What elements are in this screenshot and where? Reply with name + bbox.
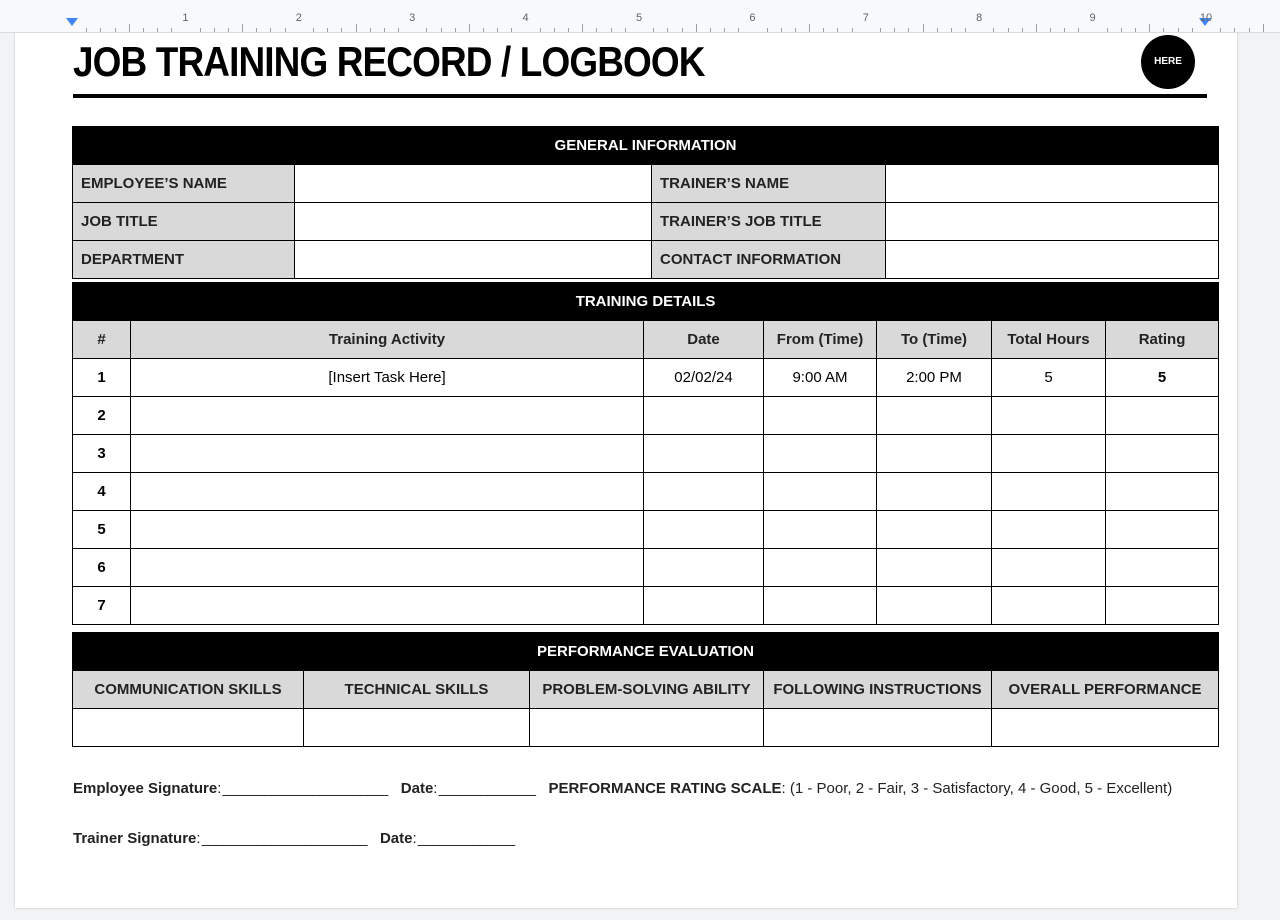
ruler-tick (370, 28, 371, 32)
field-input[interactable] (886, 241, 1219, 279)
column-header: OVERALL PERFORMANCE (992, 671, 1219, 709)
ruler-tick (483, 28, 484, 32)
table-cell[interactable] (1106, 397, 1219, 435)
ruler-tick (781, 28, 782, 32)
ruler-tick (171, 28, 172, 32)
divider (73, 94, 1207, 98)
table-cell[interactable] (644, 473, 764, 511)
table-cell[interactable] (1106, 435, 1219, 473)
ruler-tick (313, 28, 314, 32)
ruler-tick (341, 28, 342, 32)
employee-signature-line[interactable]: Employee Signature: ________________________ (73, 780, 387, 797)
page-title: JOB TRAINING RECORD / LOGBOOK (73, 38, 705, 85)
table-cell[interactable] (877, 587, 992, 625)
ruler-tick (1234, 28, 1235, 32)
ruler-tick (455, 28, 456, 32)
table-cell[interactable] (131, 397, 644, 435)
info-row (73, 165, 1219, 203)
table-cell[interactable] (992, 587, 1106, 625)
table-row (73, 397, 1219, 435)
ruler-tick (993, 28, 994, 32)
field-input[interactable] (886, 203, 1219, 241)
column-header: Date (644, 321, 764, 359)
ruler-tick (157, 28, 158, 32)
row-number: 5 (73, 511, 131, 549)
table-row (73, 473, 1219, 511)
ruler-tick (1220, 28, 1221, 32)
field-label: TRAINER’S JOB TITLE (652, 203, 886, 241)
ruler-tick (767, 28, 768, 32)
table-cell[interactable] (764, 473, 877, 511)
row-number: 2 (73, 397, 131, 435)
training-details-table (72, 282, 1219, 625)
table-cell[interactable] (877, 473, 992, 511)
table-cell[interactable]: 5 (992, 359, 1106, 397)
field-label: CONTACT INFORMATION (652, 241, 886, 279)
ruler-tick (115, 28, 116, 32)
ruler-tick (710, 28, 711, 32)
ruler-number: 8 (976, 12, 983, 24)
table-cell[interactable] (644, 549, 764, 587)
ruler-tick (469, 24, 470, 32)
table-cell[interactable]: [Insert Task Here] (131, 359, 644, 397)
column-header: FOLLOWING INSTRUCTIONS (764, 671, 992, 709)
table-cell[interactable]: 5 (1106, 359, 1219, 397)
ruler-tick (143, 28, 144, 32)
ruler-number: 5 (635, 12, 643, 24)
ruler-tick (214, 28, 215, 32)
column-header: Training Activity (131, 321, 644, 359)
table-cell[interactable] (131, 435, 644, 473)
performance-evaluation-table (72, 632, 1219, 747)
table-row (73, 359, 1219, 397)
ruler-tick (667, 28, 668, 32)
table-row (73, 549, 1219, 587)
evaluation-cell[interactable] (304, 709, 530, 747)
ruler-tick (100, 28, 101, 32)
column-header: Rating (1106, 321, 1219, 359)
ruler-number: 9 (1089, 12, 1096, 24)
ruler-tick (625, 28, 626, 32)
row-number: 3 (73, 435, 131, 473)
ruler-tick (682, 28, 683, 32)
table-cell[interactable] (644, 397, 764, 435)
row-number: 6 (73, 549, 131, 587)
column-header: From (Time) (764, 321, 877, 359)
ruler-number: 7 (862, 12, 869, 24)
ruler-tick (356, 24, 357, 32)
section-header: TRAINING DETAILS (73, 283, 1219, 321)
table-cell[interactable]: 2:00 PM (877, 359, 992, 397)
column-header: # (73, 321, 131, 359)
ruler-tick (1036, 24, 1037, 32)
ruler-number: 4 (522, 12, 529, 24)
ruler-tick (1022, 28, 1023, 32)
table-cell[interactable] (764, 549, 877, 587)
table-cell[interactable] (877, 435, 992, 473)
ruler-tick (285, 28, 286, 32)
trainer-date-line[interactable]: Date: ______________ (379, 830, 514, 847)
table-cell[interactable] (644, 587, 764, 625)
row-number: 4 (73, 473, 131, 511)
ruler-tick (1107, 28, 1108, 32)
ruler-tick (1149, 24, 1150, 32)
ruler-tick (497, 28, 498, 32)
trainer-signature-line[interactable]: Trainer Signature: ________________________ (73, 830, 366, 847)
field-label: DEPARTMENT (73, 241, 295, 279)
table-cell[interactable] (877, 549, 992, 587)
ruler-tick (738, 28, 739, 32)
table-cell[interactable] (764, 397, 877, 435)
ruler-tick (1078, 28, 1079, 32)
evaluation-cell[interactable] (992, 709, 1219, 747)
ruler-tick (894, 28, 895, 32)
ruler-tick (242, 24, 243, 32)
ruler-tick (554, 28, 555, 32)
ruler-tick (923, 24, 924, 32)
table-cell[interactable] (131, 511, 644, 549)
table-cell[interactable] (992, 511, 1106, 549)
ruler-tick (596, 28, 597, 32)
ruler-tick (1121, 28, 1122, 32)
ruler-tick (1249, 28, 1250, 32)
ruler-number: 2 (295, 12, 302, 24)
table-cell[interactable] (764, 511, 877, 549)
ruler-tick (540, 28, 541, 32)
logo-placeholder: HERE (1141, 35, 1195, 89)
ruler-tick (837, 28, 838, 32)
table-row (73, 511, 1219, 549)
ruler-tick (795, 28, 796, 32)
table-cell[interactable] (1106, 473, 1219, 511)
ruler-tick (937, 28, 938, 32)
document-page (15, 0, 1237, 908)
ruler-tick (511, 28, 512, 32)
table-cell[interactable] (131, 473, 644, 511)
ruler-number: 6 (749, 12, 756, 24)
table-cell[interactable] (992, 435, 1106, 473)
ruler-tick (1178, 28, 1179, 32)
table-cell[interactable] (644, 511, 764, 549)
table-cell[interactable] (1106, 587, 1219, 625)
info-row (73, 203, 1219, 241)
ruler-tick (823, 28, 824, 32)
ruler[interactable] (0, 0, 1280, 33)
table-cell[interactable]: 9:00 AM (764, 359, 877, 397)
table-cell[interactable]: 02/02/24 (644, 359, 764, 397)
ruler-tick (228, 28, 229, 32)
ruler-tick (653, 28, 654, 32)
table-row (73, 587, 1219, 625)
field-label: TRAINER’S NAME (652, 165, 886, 203)
table-cell[interactable] (1106, 549, 1219, 587)
evaluation-cell[interactable] (73, 709, 304, 747)
ruler-tick (384, 28, 385, 32)
ruler-tick (809, 24, 810, 32)
ruler-number: 3 (409, 12, 416, 24)
trainer-signature-row (73, 830, 1223, 847)
table-cell[interactable] (877, 511, 992, 549)
rating-scale: PERFORMANCE RATING SCALE: (1 - Poor, 2 - Fair, 3 - Satisfactory, 4 - Good, 5 - Excellent) (548, 780, 1173, 797)
section-header: GENERAL INFORMATION (73, 127, 1219, 165)
table-cell[interactable] (764, 587, 877, 625)
ruler-tick (908, 28, 909, 32)
column-headers (73, 671, 1219, 709)
ruler-tick (568, 28, 569, 32)
table-cell[interactable] (131, 587, 644, 625)
table-cell[interactable] (992, 397, 1106, 435)
ruler-tick (129, 24, 130, 32)
ruler-tick (611, 28, 612, 32)
evaluation-row (73, 709, 1219, 747)
ruler-tick (200, 28, 201, 32)
ruler-tick (327, 28, 328, 32)
employee-signature-row (73, 780, 1223, 797)
table-cell[interactable] (992, 473, 1106, 511)
ruler-tick (1192, 28, 1193, 32)
ruler-tick (426, 28, 427, 32)
ruler-tick (582, 24, 583, 32)
ruler-tick (270, 28, 271, 32)
ruler-tick (1163, 28, 1164, 32)
ruler-tick (398, 28, 399, 32)
table-row (73, 435, 1219, 473)
employee-date-line[interactable]: Date: ______________ (400, 780, 535, 797)
table-cell[interactable] (764, 435, 877, 473)
ruler-tick (852, 28, 853, 32)
ruler-number: 10 (1199, 12, 1213, 24)
ruler-tick (696, 24, 697, 32)
info-row (73, 241, 1219, 279)
column-headers (73, 321, 1219, 359)
ruler-tick (1008, 28, 1009, 32)
row-number: 1 (73, 359, 131, 397)
table-cell[interactable] (644, 435, 764, 473)
column-header: PROBLEM-SOLVING ABILITY (530, 671, 764, 709)
field-label: JOB TITLE (73, 203, 295, 241)
ruler-tick (724, 28, 725, 32)
ruler-tick (1064, 28, 1065, 32)
ruler-tick (965, 28, 966, 32)
ruler-number: 1 (182, 12, 189, 24)
section-header: PERFORMANCE EVALUATION (73, 633, 1219, 671)
ruler-tick (880, 28, 881, 32)
column-header: TECHNICAL SKILLS (304, 671, 530, 709)
ruler-tick (256, 28, 257, 32)
field-input[interactable] (295, 241, 652, 279)
column-header: To (Time) (877, 321, 992, 359)
table-cell[interactable] (131, 549, 644, 587)
left-indent-marker[interactable] (66, 18, 78, 26)
evaluation-cell[interactable] (764, 709, 992, 747)
ruler-tick (441, 28, 442, 32)
field-label: EMPLOYEE’S NAME (73, 165, 295, 203)
ruler-tick (951, 28, 952, 32)
general-information-table (72, 126, 1219, 279)
evaluation-cell[interactable] (530, 709, 764, 747)
column-header: COMMUNICATION SKILLS (73, 671, 304, 709)
table-cell[interactable] (877, 397, 992, 435)
ruler-tick (1050, 28, 1051, 32)
row-number: 7 (73, 587, 131, 625)
ruler-tick (86, 28, 87, 32)
table-cell[interactable] (992, 549, 1106, 587)
field-input[interactable] (295, 165, 652, 203)
field-input[interactable] (886, 165, 1219, 203)
ruler-tick (1135, 28, 1136, 32)
ruler-tick (1263, 24, 1264, 32)
field-input[interactable] (295, 203, 652, 241)
column-header: Total Hours (992, 321, 1106, 359)
table-cell[interactable] (1106, 511, 1219, 549)
